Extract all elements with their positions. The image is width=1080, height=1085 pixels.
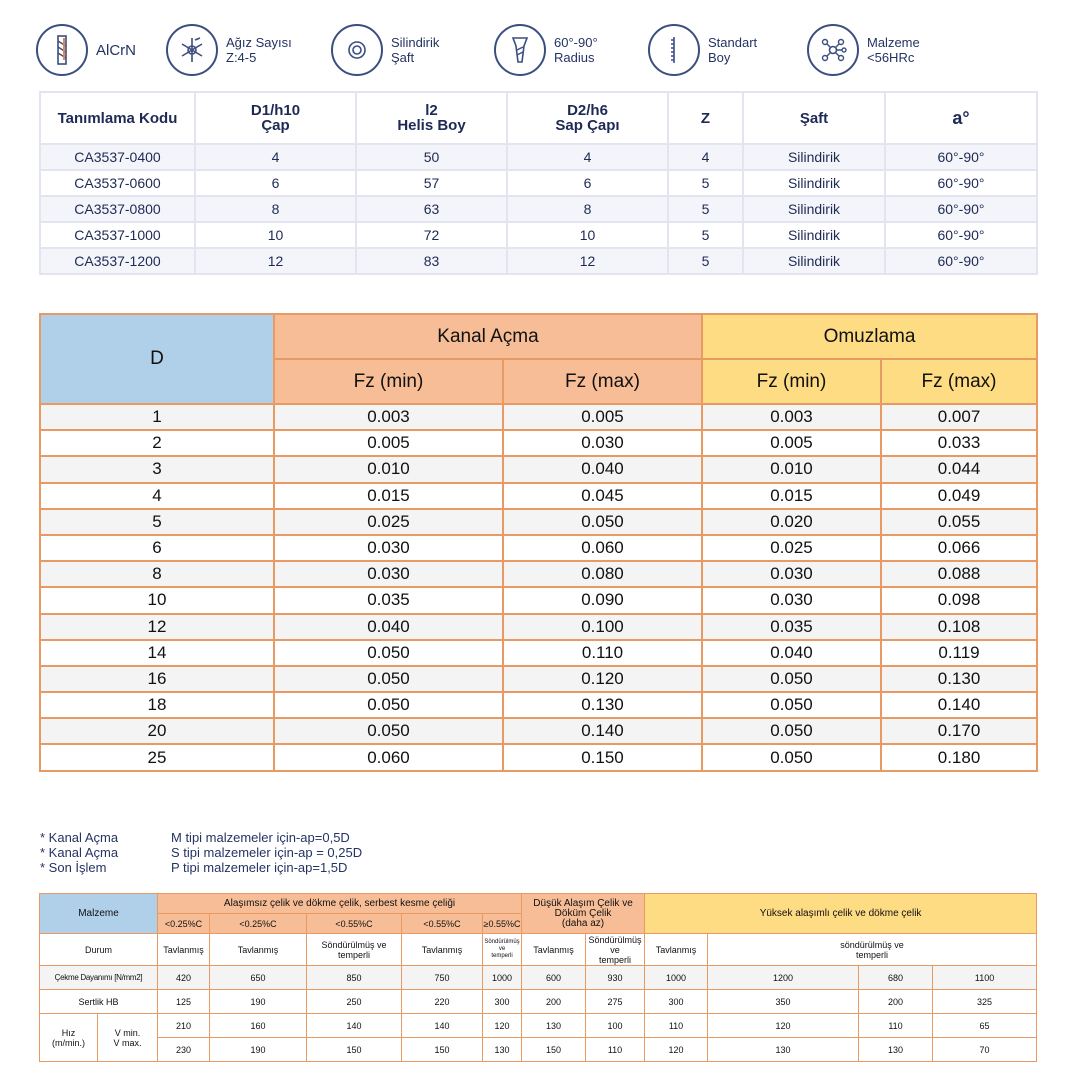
spec-cell: 10: [195, 222, 356, 248]
spec-cell: 60°-90°: [885, 196, 1037, 222]
spec-row: [40, 222, 1037, 248]
mat-value-cell: 350: [708, 990, 859, 1014]
feed-value-cell: 0.119: [881, 640, 1037, 666]
spec-cell: 10: [507, 222, 668, 248]
feed-value-cell: 0.030: [702, 561, 881, 587]
spec-cell: 60°-90°: [885, 248, 1037, 274]
feature-text: 60°-90° Radius: [554, 35, 598, 65]
mat-vmin-row: [40, 1014, 1037, 1038]
mat-carbon: <0.25%C: [210, 914, 307, 934]
header-l2: l2 Helis Boy: [356, 92, 507, 144]
feed-value-cell: 0.033: [881, 430, 1037, 456]
mat-value-cell: 110: [586, 1038, 645, 1062]
feed-value-cell: 0.050: [274, 692, 503, 718]
mat-value-cell: 110: [645, 1014, 708, 1038]
feature-text: Standart Boy: [708, 35, 758, 65]
feed-value-cell: 0.044: [881, 456, 1037, 482]
feed-value-cell: 0.050: [702, 744, 881, 770]
mat-value-cell: 300: [645, 990, 708, 1014]
mat-value-cell: 70: [933, 1038, 1037, 1062]
feature-text: AlCrN: [96, 41, 136, 59]
spec-row: [40, 144, 1037, 170]
radius-icon: [494, 24, 546, 76]
feed-value-cell: 0.025: [702, 535, 881, 561]
spec-cell: 6: [507, 170, 668, 196]
mat-value-cell: 100: [586, 1014, 645, 1038]
feed-row: [40, 692, 1037, 718]
mat-carbon: <0.25%C: [158, 914, 210, 934]
mat-cekme-label: Çekme Dayanımı [N/mm2]: [40, 966, 158, 990]
feed-value-cell: 0.050: [274, 640, 503, 666]
feed-rate-table: [39, 313, 1038, 772]
feed-value-cell: 0.050: [274, 718, 503, 744]
mat-durum-label: Durum: [40, 934, 158, 966]
mat-sertlik-label: Sertlik HB: [40, 990, 158, 1014]
mat-value-cell: 325: [933, 990, 1037, 1014]
mat-durum-row: [40, 934, 1037, 966]
header-shank: Şaft: [743, 92, 885, 144]
feed-value-cell: 0.050: [702, 666, 881, 692]
mat-value-cell: 110: [859, 1014, 933, 1038]
spec-cell: CA3537-0600: [40, 170, 195, 196]
feed-diameter-cell: 10: [40, 587, 274, 613]
feature-text: Silindirik Şaft: [391, 35, 440, 65]
feed-row: [40, 640, 1037, 666]
mat-value-cell: 120: [645, 1038, 708, 1062]
feed-value-cell: 0.030: [274, 561, 503, 587]
mat-value-cell: 250: [307, 990, 402, 1014]
feed-value-cell: 0.040: [702, 640, 881, 666]
mat-value-cell: 140: [307, 1014, 402, 1038]
feed-value-cell: 0.020: [702, 509, 881, 535]
spec-cell: 5: [668, 248, 743, 274]
mat-value-cell: 930: [586, 966, 645, 990]
spec-cell: 8: [195, 196, 356, 222]
feed-diameter-cell: 3: [40, 456, 274, 482]
feed-value-cell: 0.080: [503, 561, 702, 587]
spec-cell: 60°-90°: [885, 170, 1037, 196]
spec-cell: CA3537-0400: [40, 144, 195, 170]
mat-carbon: ≥0.55%C: [483, 914, 522, 934]
note-line: * Kanal Açma M tipi malzemeler için-ap=0,5D: [40, 830, 350, 845]
spec-cell: 4: [195, 144, 356, 170]
mat-durum: Tavlanmış: [645, 934, 708, 966]
feed-value-cell: 0.088: [881, 561, 1037, 587]
spec-cell: 60°-90°: [885, 222, 1037, 248]
mat-value-cell: 650: [210, 966, 307, 990]
feature-radius: [494, 24, 598, 76]
feed-value-cell: 0.040: [503, 456, 702, 482]
feed-diameter-cell: 2: [40, 430, 274, 456]
feed-value-cell: 0.066: [881, 535, 1037, 561]
feature-icons-row: [36, 24, 1046, 76]
feature-length: [648, 24, 757, 76]
spec-cell: 57: [356, 170, 507, 196]
mat-value-cell: 220: [402, 990, 483, 1014]
feed-value-cell: 0.050: [274, 666, 503, 692]
feed-value-cell: 0.060: [503, 535, 702, 561]
mat-value-cell: 120: [708, 1014, 859, 1038]
feed-value-cell: 0.090: [503, 587, 702, 613]
header-d2: D2/h6 Sap Çapı: [507, 92, 668, 144]
feed-diameter-cell: 16: [40, 666, 274, 692]
spec-cell: 72: [356, 222, 507, 248]
mat-value-cell: 200: [859, 990, 933, 1014]
feed-value-cell: 0.110: [503, 640, 702, 666]
mat-value-cell: 65: [933, 1014, 1037, 1038]
feed-value-cell: 0.050: [702, 692, 881, 718]
mat-sertlik-row: [40, 990, 1037, 1014]
spec-cell: 63: [356, 196, 507, 222]
spec-cell: Silindirik: [743, 248, 885, 274]
mat-value-cell: 275: [586, 990, 645, 1014]
mat-value-cell: 130: [483, 1038, 522, 1062]
mat-durum: söndürülmüş ve temperli: [708, 934, 1037, 966]
standard-length-icon: [648, 24, 700, 76]
mat-group-row: [40, 894, 1037, 914]
cylindrical-shank-icon: [331, 24, 383, 76]
mat-group-unalloyed: Alaşımsız çelik ve dökme çelik, serbest kesme çeliği: [158, 894, 522, 914]
mat-value-cell: 1000: [483, 966, 522, 990]
mat-value-cell: 850: [307, 966, 402, 990]
material-table: [39, 893, 1037, 1062]
header-angle: a°: [885, 92, 1037, 144]
spec-cell: 50: [356, 144, 507, 170]
feed-d-header: D: [40, 314, 274, 404]
mat-group-low-alloy: Düşük Alaşım Çelik ve Döküm Çelik (daha az): [522, 894, 645, 934]
feed-value-cell: 0.180: [881, 744, 1037, 770]
feed-value-cell: 0.010: [702, 456, 881, 482]
feed-value-cell: 0.005: [503, 404, 702, 430]
mat-value-cell: 680: [859, 966, 933, 990]
mat-value-cell: 140: [402, 1014, 483, 1038]
mat-value-cell: 130: [522, 1014, 586, 1038]
feature-shank: [331, 24, 439, 76]
feed-value-cell: 0.140: [503, 718, 702, 744]
feed-row: [40, 404, 1037, 430]
spec-cell: CA3537-1200: [40, 248, 195, 274]
mat-value-cell: 190: [210, 990, 307, 1014]
mat-durum: Söndürülmüş ve temperli: [307, 934, 402, 966]
spec-cell: 6: [195, 170, 356, 196]
feed-value-cell: 0.025: [274, 509, 503, 535]
spec-cell: CA3537-1000: [40, 222, 195, 248]
feature-flutes: [166, 24, 292, 76]
mat-value-cell: 1200: [708, 966, 859, 990]
feed-value-cell: 0.140: [881, 692, 1037, 718]
spec-cell: 5: [668, 170, 743, 196]
mat-value-cell: 200: [522, 990, 586, 1014]
feed-group-omuzlama: Omuzlama: [702, 314, 1037, 359]
mat-v-labels: V min. V max.: [98, 1014, 158, 1062]
feature-coating: [36, 24, 136, 76]
feed-value-cell: 0.015: [274, 483, 503, 509]
mat-value-cell: 1000: [645, 966, 708, 990]
feature-material: [807, 24, 920, 76]
feed-row: [40, 535, 1037, 561]
feature-text: Malzeme <56HRc: [867, 35, 920, 65]
mat-value-cell: 150: [307, 1038, 402, 1062]
spec-header-row: [40, 92, 1037, 144]
feed-value-cell: 0.030: [702, 587, 881, 613]
feed-group-row: [40, 314, 1037, 359]
header-code: Tanımlama Kodu: [40, 92, 195, 144]
feed-value-cell: 0.050: [503, 509, 702, 535]
feed-value-cell: 0.100: [503, 614, 702, 640]
feed-row: [40, 614, 1037, 640]
feed-value-cell: 0.015: [702, 483, 881, 509]
mat-carbon: <0.55%C: [307, 914, 402, 934]
feed-row: [40, 718, 1037, 744]
feed-sub-header: Fz (min): [274, 359, 503, 404]
mat-value-cell: 230: [158, 1038, 210, 1062]
feed-diameter-cell: 12: [40, 614, 274, 640]
feed-row: [40, 561, 1037, 587]
mat-value-cell: 150: [402, 1038, 483, 1062]
feed-value-cell: 0.170: [881, 718, 1037, 744]
feed-row: [40, 666, 1037, 692]
feed-row: [40, 430, 1037, 456]
feed-diameter-cell: 1: [40, 404, 274, 430]
spec-cell: Silindirik: [743, 170, 885, 196]
spec-cell: Silindirik: [743, 196, 885, 222]
feed-diameter-cell: 20: [40, 718, 274, 744]
feed-value-cell: 0.150: [503, 744, 702, 770]
feed-value-cell: 0.108: [881, 614, 1037, 640]
feed-group-kanal: Kanal Açma: [274, 314, 702, 359]
mat-value-cell: 160: [210, 1014, 307, 1038]
feed-value-cell: 0.120: [503, 666, 702, 692]
feed-value-cell: 0.049: [881, 483, 1037, 509]
feed-value-cell: 0.040: [274, 614, 503, 640]
feed-value-cell: 0.050: [702, 718, 881, 744]
spec-cell: CA3537-0800: [40, 196, 195, 222]
spec-cell: 12: [507, 248, 668, 274]
mat-durum: Söndürülmüş ve temperli: [586, 934, 645, 966]
spec-cell: 83: [356, 248, 507, 274]
mat-durum: Tavlanmış: [402, 934, 483, 966]
mat-carbon: <0.55%C: [402, 914, 483, 934]
spec-row: [40, 170, 1037, 196]
note-line: * Son İşlem P tipi malzemeler için-ap=1,5D: [40, 860, 348, 875]
feature-text: Ağız Sayısı Z:4-5: [226, 35, 292, 65]
mat-value-cell: 130: [859, 1038, 933, 1062]
spec-cell: 4: [507, 144, 668, 170]
feed-diameter-cell: 25: [40, 744, 274, 770]
mat-value-cell: 150: [522, 1038, 586, 1062]
feed-value-cell: 0.005: [702, 430, 881, 456]
mat-durum: Tavlanmış: [522, 934, 586, 966]
mat-hiz-label: Hız (m/min.): [40, 1014, 98, 1062]
mat-value-cell: 420: [158, 966, 210, 990]
feed-value-cell: 0.055: [881, 509, 1037, 535]
feed-value-cell: 0.003: [702, 404, 881, 430]
feed-value-cell: 0.130: [881, 666, 1037, 692]
notes-block: [40, 830, 362, 875]
feed-value-cell: 0.030: [274, 535, 503, 561]
feed-value-cell: 0.030: [503, 430, 702, 456]
feed-sub-header: Fz (max): [503, 359, 702, 404]
product-spec-table: [39, 91, 1038, 275]
feed-row: [40, 587, 1037, 613]
mat-value-cell: 120: [483, 1014, 522, 1038]
feed-sub-header: Fz (min): [702, 359, 881, 404]
flutes-icon: [166, 24, 218, 76]
mat-vmax-row: [40, 1038, 1037, 1062]
feed-value-cell: 0.098: [881, 587, 1037, 613]
feed-value-cell: 0.060: [274, 744, 503, 770]
mat-value-cell: 190: [210, 1038, 307, 1062]
mat-value-cell: 125: [158, 990, 210, 1014]
spec-cell: 5: [668, 222, 743, 248]
mat-value-cell: 600: [522, 966, 586, 990]
spec-cell: 12: [195, 248, 356, 274]
feed-value-cell: 0.010: [274, 456, 503, 482]
feed-value-cell: 0.035: [702, 614, 881, 640]
feed-value-cell: 0.003: [274, 404, 503, 430]
spec-cell: 8: [507, 196, 668, 222]
header-d1: D1/h10 Çap: [195, 92, 356, 144]
mat-value-cell: 300: [483, 990, 522, 1014]
feed-value-cell: 0.130: [503, 692, 702, 718]
mat-durum: Tavlanmış: [210, 934, 307, 966]
spec-cell: Silindirik: [743, 222, 885, 248]
header-z: Z: [668, 92, 743, 144]
spec-cell: 4: [668, 144, 743, 170]
spec-row: [40, 248, 1037, 274]
note-line: * Kanal Açma S tipi malzemeler için-ap = 0,25D: [40, 845, 363, 860]
material-icon: [807, 24, 859, 76]
mat-malzeme-header: Malzeme: [40, 894, 158, 934]
feed-diameter-cell: 8: [40, 561, 274, 587]
feed-row: [40, 509, 1037, 535]
end-mill-icon: [36, 24, 88, 76]
feed-diameter-cell: 4: [40, 483, 274, 509]
mat-group-high-alloy: Yüksek alaşımlı çelik ve dökme çelik: [645, 894, 1037, 934]
feed-sub-header: Fz (max): [881, 359, 1037, 404]
feed-diameter-cell: 6: [40, 535, 274, 561]
feed-diameter-cell: 18: [40, 692, 274, 718]
feed-value-cell: 0.045: [503, 483, 702, 509]
spec-cell: 60°-90°: [885, 144, 1037, 170]
mat-value-cell: 750: [402, 966, 483, 990]
feed-row: [40, 744, 1037, 770]
mat-durum: Tavlanmış: [158, 934, 210, 966]
feed-diameter-cell: 14: [40, 640, 274, 666]
feed-value-cell: 0.007: [881, 404, 1037, 430]
feed-row: [40, 456, 1037, 482]
feed-row: [40, 483, 1037, 509]
mat-value-cell: 1100: [933, 966, 1037, 990]
feed-diameter-cell: 5: [40, 509, 274, 535]
feed-value-cell: 0.035: [274, 587, 503, 613]
spec-row: [40, 196, 1037, 222]
spec-cell: Silindirik: [743, 144, 885, 170]
mat-value-cell: 210: [158, 1014, 210, 1038]
mat-durum: Söndürülmüş ve temperli: [483, 934, 522, 966]
spec-cell: 5: [668, 196, 743, 222]
mat-value-cell: 130: [708, 1038, 859, 1062]
mat-cekme-row: [40, 966, 1037, 990]
feed-value-cell: 0.005: [274, 430, 503, 456]
